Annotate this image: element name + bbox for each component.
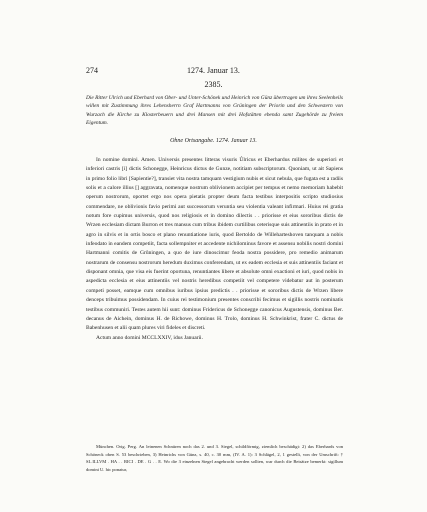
charter-paragraph: In nomine domini. Amen. Universis presentes litteras visuris Ůlricus et Eberhardus milites de superiori et inferiori castris [i] dictis Schonegge, Heinricus dictus de Gunze, notitiam subscriptorum. Quoniam, ut ait Sapiens in primo folio libri [Sapientie?], transiet vita nostra tamquam vestigium nubis et sicut nebula, que fugata est a radiis solis et a calore illius [] aggravata, nomenque nostrum oblivionem accipiet per tempus et nemo memoriam habebit operum nostrorum, oportet ergo nos opera pietatis propter deum facta testibus interpositis scripto studiosius commendare, ne oblivionis favio perimi aut successorum veruntia seu violentia valeant infirmari. Huius rei gratia notum fore cupimus universis, quod nos religiosis et in domino dilectis . . priorisse et eius sororibus dictis de Wrzen ecclesiam dictam Burron et tres mansus cum tribus ibidem curtilibus ceterisque suis attinentiis in prato et in agro in silvis et in ortis bosco et plano renuntiatione iuris, quod Bertoldo de Willeharteshoven tanquam a nobis infeodato in eandem competiit, facta sollempniter et accedente nichilominus favore et assensu nobilis nostri domini Hartmanni comitis de Grůningen, a quo de iure dinoscimur feoda nostra possidere, pro remedio animarum nostrarum de consensu nostrorum heredum duximus conferendam, ut ex eadem ecclesia et suis attinentiis faciant et disponant omnia, que visa eis fuerint oportuna, renuntiantes libere et absolute omni exactioni et iuri, quod nobis in aspedicta ecclesia et eius attinentiis vel nostris heredibus competiit vel competere videbatur aut in posterum competi posset, eamque cum omnibus iuribus ipsius predictis . . priorisse et sororibus dictis de Wrzen libere denceps tribuimus possidendam. In cuius rei testimonium presentes conscribi fecimus et sigillis nostris nominatis testibus communiri. Testes autem hii sunt: dominus Fridericus de Schonegge canonicus Augustensis, dominus Ber. decanus de Aichein, dominus H. de Richowe, dominus H. Trolo, dominus H. Schwinkrist, frater C. dictus de Babenhusen et alii quam plures viri fideles et discreti. xyxy=(86,157,343,332)
origin-line: Ohne Ortsangabe. 1274. Januar 13. xyxy=(170,138,257,144)
running-title: 1274. Januar 13. xyxy=(187,66,240,75)
page-number: 274 xyxy=(86,66,98,75)
dating-clause: Actum anno domini MCCLXXIV, idus Januarii. xyxy=(96,334,203,341)
charter-text xyxy=(86,156,343,343)
regest-summary: Die Ritter Ulrich und Eberhard von Ober- und Unter-Schönek und Heinrich von Günz übertragen um ihres Seelenheils willen mit Zustimmung ihres Lehensherrn Graf Hartmanns von Grüningen der Priorin und den Schwestern von Wurzach die Kirche zu Klosterbeuern und drei Mansen mit drei Hofstätten ebenda samt Zugehörde zu freiem Eigentum. xyxy=(86,95,343,127)
archival-note: München. Orig. Perg. An leinenen Schnüren noch das 2. und 3. Siegel, schildförmig, ziemlich beschädigt: 2) das Eberhards von Schöneck oben S. 53 beschrieben, 3) Heinrichs von Günz, s. 40, c. 30 mm, (IV. A. 1): 3 Schlägel, 2, 1 gestellt, von der Umschrift: † SI..ILLVM . HA . . RICI . DE . G . . E. Wo die 3 einzelnen Siegel angebracht werden sollten, war durch die Beisätze bemerkt: sigillum domini U. hic ponatur, xyxy=(86,444,343,473)
document-number: 2385. xyxy=(204,80,223,89)
footnotes xyxy=(86,443,343,474)
